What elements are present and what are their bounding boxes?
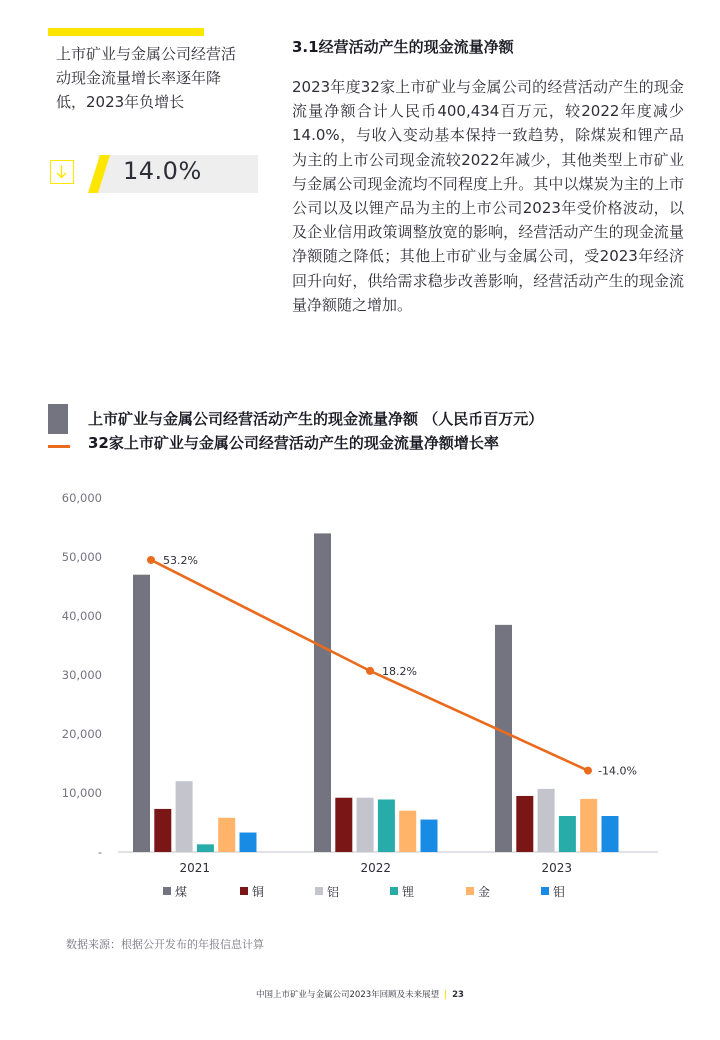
bar-铜-2021	[154, 809, 171, 852]
y-tick-label: -	[97, 845, 102, 859]
legend-swatch-钼	[541, 887, 549, 895]
section-body: 2023年度32家上市矿业与金属公司的经营活动产生的现金流量净额合计人民币400,434百万元，较2022年度减少14.0%，与收入变动基本保持一致趋势，除煤炭和锂产品为主的上市公司现金流较2022年减少，其他类型上市矿业与金属公司现金流均不同程度上升。其中以煤炭为主的上市公司以及以锂产品为主的上市公司2023年受价格波动，以及企业信用政策调整放宽的影响，经营活动产生的现金流量净额随之降低；其他上市矿业与金属公司，受2023年经济回升向好，供给需求稳步改善影响，经营活动产生的现金流量净额随之增加。	[292, 78, 684, 314]
chart-title-line: 32家上市矿业与金属公司经营活动产生的现金流量净额增长率	[88, 433, 499, 452]
line-legend-swatch	[48, 445, 70, 448]
y-tick-label: 30,000	[61, 668, 102, 682]
legend-label-煤: 煤	[175, 885, 188, 899]
slash-decoration-icon	[88, 155, 110, 193]
legend-swatch-煤	[163, 887, 171, 895]
x-tick-label: 2021	[179, 861, 211, 875]
bar-煤-2023	[495, 625, 512, 852]
legend-label-铝: 铝	[327, 885, 340, 899]
growth-data-label: 18.2%	[382, 664, 417, 678]
legend-swatch-铝	[315, 887, 323, 895]
legend-swatch-锂	[390, 887, 398, 895]
bar-煤-2021	[133, 575, 150, 852]
chart	[0, 480, 720, 920]
footer-title: 中国上市矿业与金属公司2023年回顾及未来展望	[256, 990, 440, 1000]
stat-box	[48, 155, 258, 193]
footer-separator	[445, 990, 446, 999]
bar-锂-2022	[378, 799, 395, 852]
x-tick-label: 2022	[360, 861, 392, 875]
y-tick-label: 60,000	[61, 491, 102, 505]
growth-data-label: -14.0%	[598, 764, 637, 778]
bar-金-2023	[580, 799, 597, 852]
y-tick-label: 10,000	[61, 786, 102, 800]
down-arrow-icon	[50, 160, 74, 184]
legend-swatch-金	[466, 887, 474, 895]
bar-金-2021	[218, 818, 235, 852]
bar-铜-2022	[335, 798, 352, 852]
bar-煤-2022	[314, 533, 331, 852]
y-tick-label: 50,000	[61, 550, 102, 564]
stat-value: 14.0%	[123, 157, 202, 185]
callout-text: 上市矿业与金属公司经营活动现金流量增长率逐年降低，2023年负增长	[56, 45, 237, 111]
source-note: 数据来源：根据公开发布的年报信息计算	[66, 938, 264, 951]
growth-point-2022	[366, 667, 374, 675]
y-tick-label: 20,000	[61, 727, 102, 741]
legend-swatch-铜	[240, 887, 248, 895]
footer	[0, 988, 720, 1000]
x-tick-label: 2023	[541, 861, 573, 875]
chart-title-bar: 上市矿业与金属公司经营活动产生的现金流量净额 （人民币百万元）	[88, 409, 544, 428]
legend-label-金: 金	[478, 885, 491, 899]
y-tick-label: 40,000	[61, 609, 102, 623]
bar-钼-2021	[240, 833, 257, 852]
bar-钼-2023	[602, 816, 619, 852]
bar-锂-2021	[197, 844, 214, 852]
legend-label-锂: 锂	[402, 885, 415, 899]
bar-legend-swatch	[48, 404, 68, 434]
legend-label-钼: 钼	[553, 885, 566, 899]
section-title: 3.1经营活动产生的现金流量净额	[292, 38, 514, 56]
page-number: 23	[452, 990, 464, 1000]
bar-铝-2023	[538, 789, 555, 852]
bar-钼-2022	[421, 820, 438, 852]
accent-bar	[48, 28, 204, 36]
growth-line	[151, 560, 588, 771]
bar-金-2022	[399, 811, 416, 852]
bar-锂-2023	[559, 816, 576, 852]
growth-data-label: 53.2%	[163, 553, 198, 567]
bar-铝-2022	[357, 798, 374, 852]
bar-铜-2023	[516, 796, 533, 852]
growth-point-2023	[584, 767, 592, 775]
bar-铝-2021	[176, 781, 193, 852]
legend-label-铜: 铜	[252, 885, 265, 899]
growth-point-2021	[147, 556, 155, 564]
